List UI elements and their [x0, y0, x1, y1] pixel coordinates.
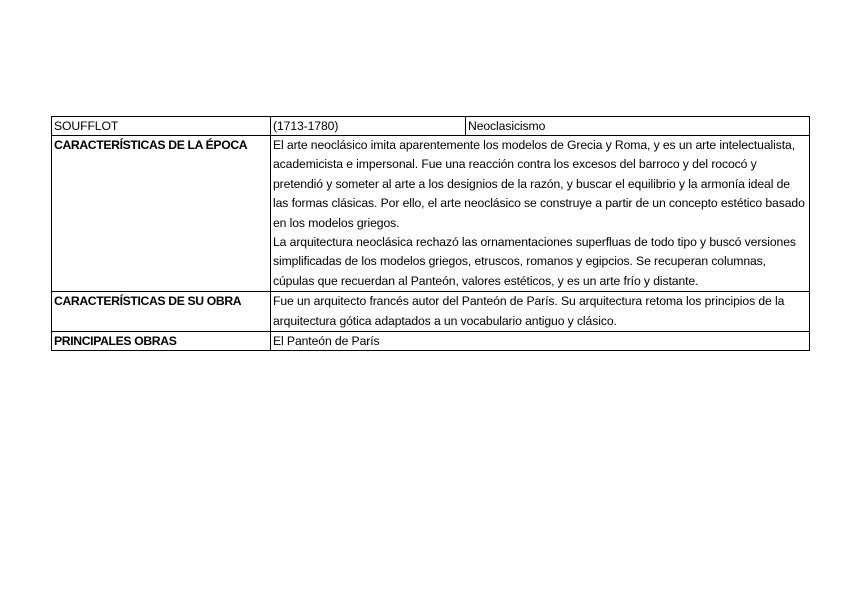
artist-info-table	[51, 116, 810, 351]
work-characteristics-label: CARACTERÍSTICAS DE SU OBRA	[52, 292, 271, 332]
table-row-works	[52, 332, 810, 351]
epoch-characteristics-text	[271, 136, 810, 292]
work-characteristics-text: Fue un arquitecto francés autor del Panteón de París. Su arquitectura retoma los principios de la arquitectura gótica adaptados a un vocabulario antiguo y clásico.	[271, 292, 810, 332]
table-row-work	[52, 292, 810, 332]
epoch-characteristics-label: CARACTERÍSTICAS DE LA ÉPOCA	[52, 136, 271, 292]
art-movement-cell: Neoclasicismo	[466, 117, 810, 136]
artist-dates-cell: (1713-1780)	[271, 117, 466, 136]
epoch-paragraph-1: El arte neoclásico imita aparentemente los modelos de Grecia y Roma, y es un arte intelectualista, academicista e impersonal. Fue una reacción contra los excesos del barroco y del rococó y pretendió y someter al arte a los designios de la razón, y buscar el equilibrio y la armonía ideal de las formas clásicas. Por ello, el arte neoclásico se construye a partir de un concepto estético basado en los modelos griegos.	[273, 138, 805, 230]
artist-name-cell: SOUFFLOT	[52, 117, 271, 136]
main-works-label: PRINCIPALES OBRAS	[52, 332, 271, 351]
main-works-text: El Panteón de París	[271, 332, 810, 351]
epoch-paragraph-2: La arquitectura neoclásica rechazó las ornamentaciones superfluas de todo tipo y buscó versiones simplificadas de los modelos griegos, etruscos, romanos y egipcios. Se recuperan columnas, cúpulas que recuerdan al Panteón, valores estéticos, y es un arte frío y distante.	[273, 235, 796, 288]
table-row-header	[52, 117, 810, 136]
table-row-epoch	[52, 136, 810, 292]
